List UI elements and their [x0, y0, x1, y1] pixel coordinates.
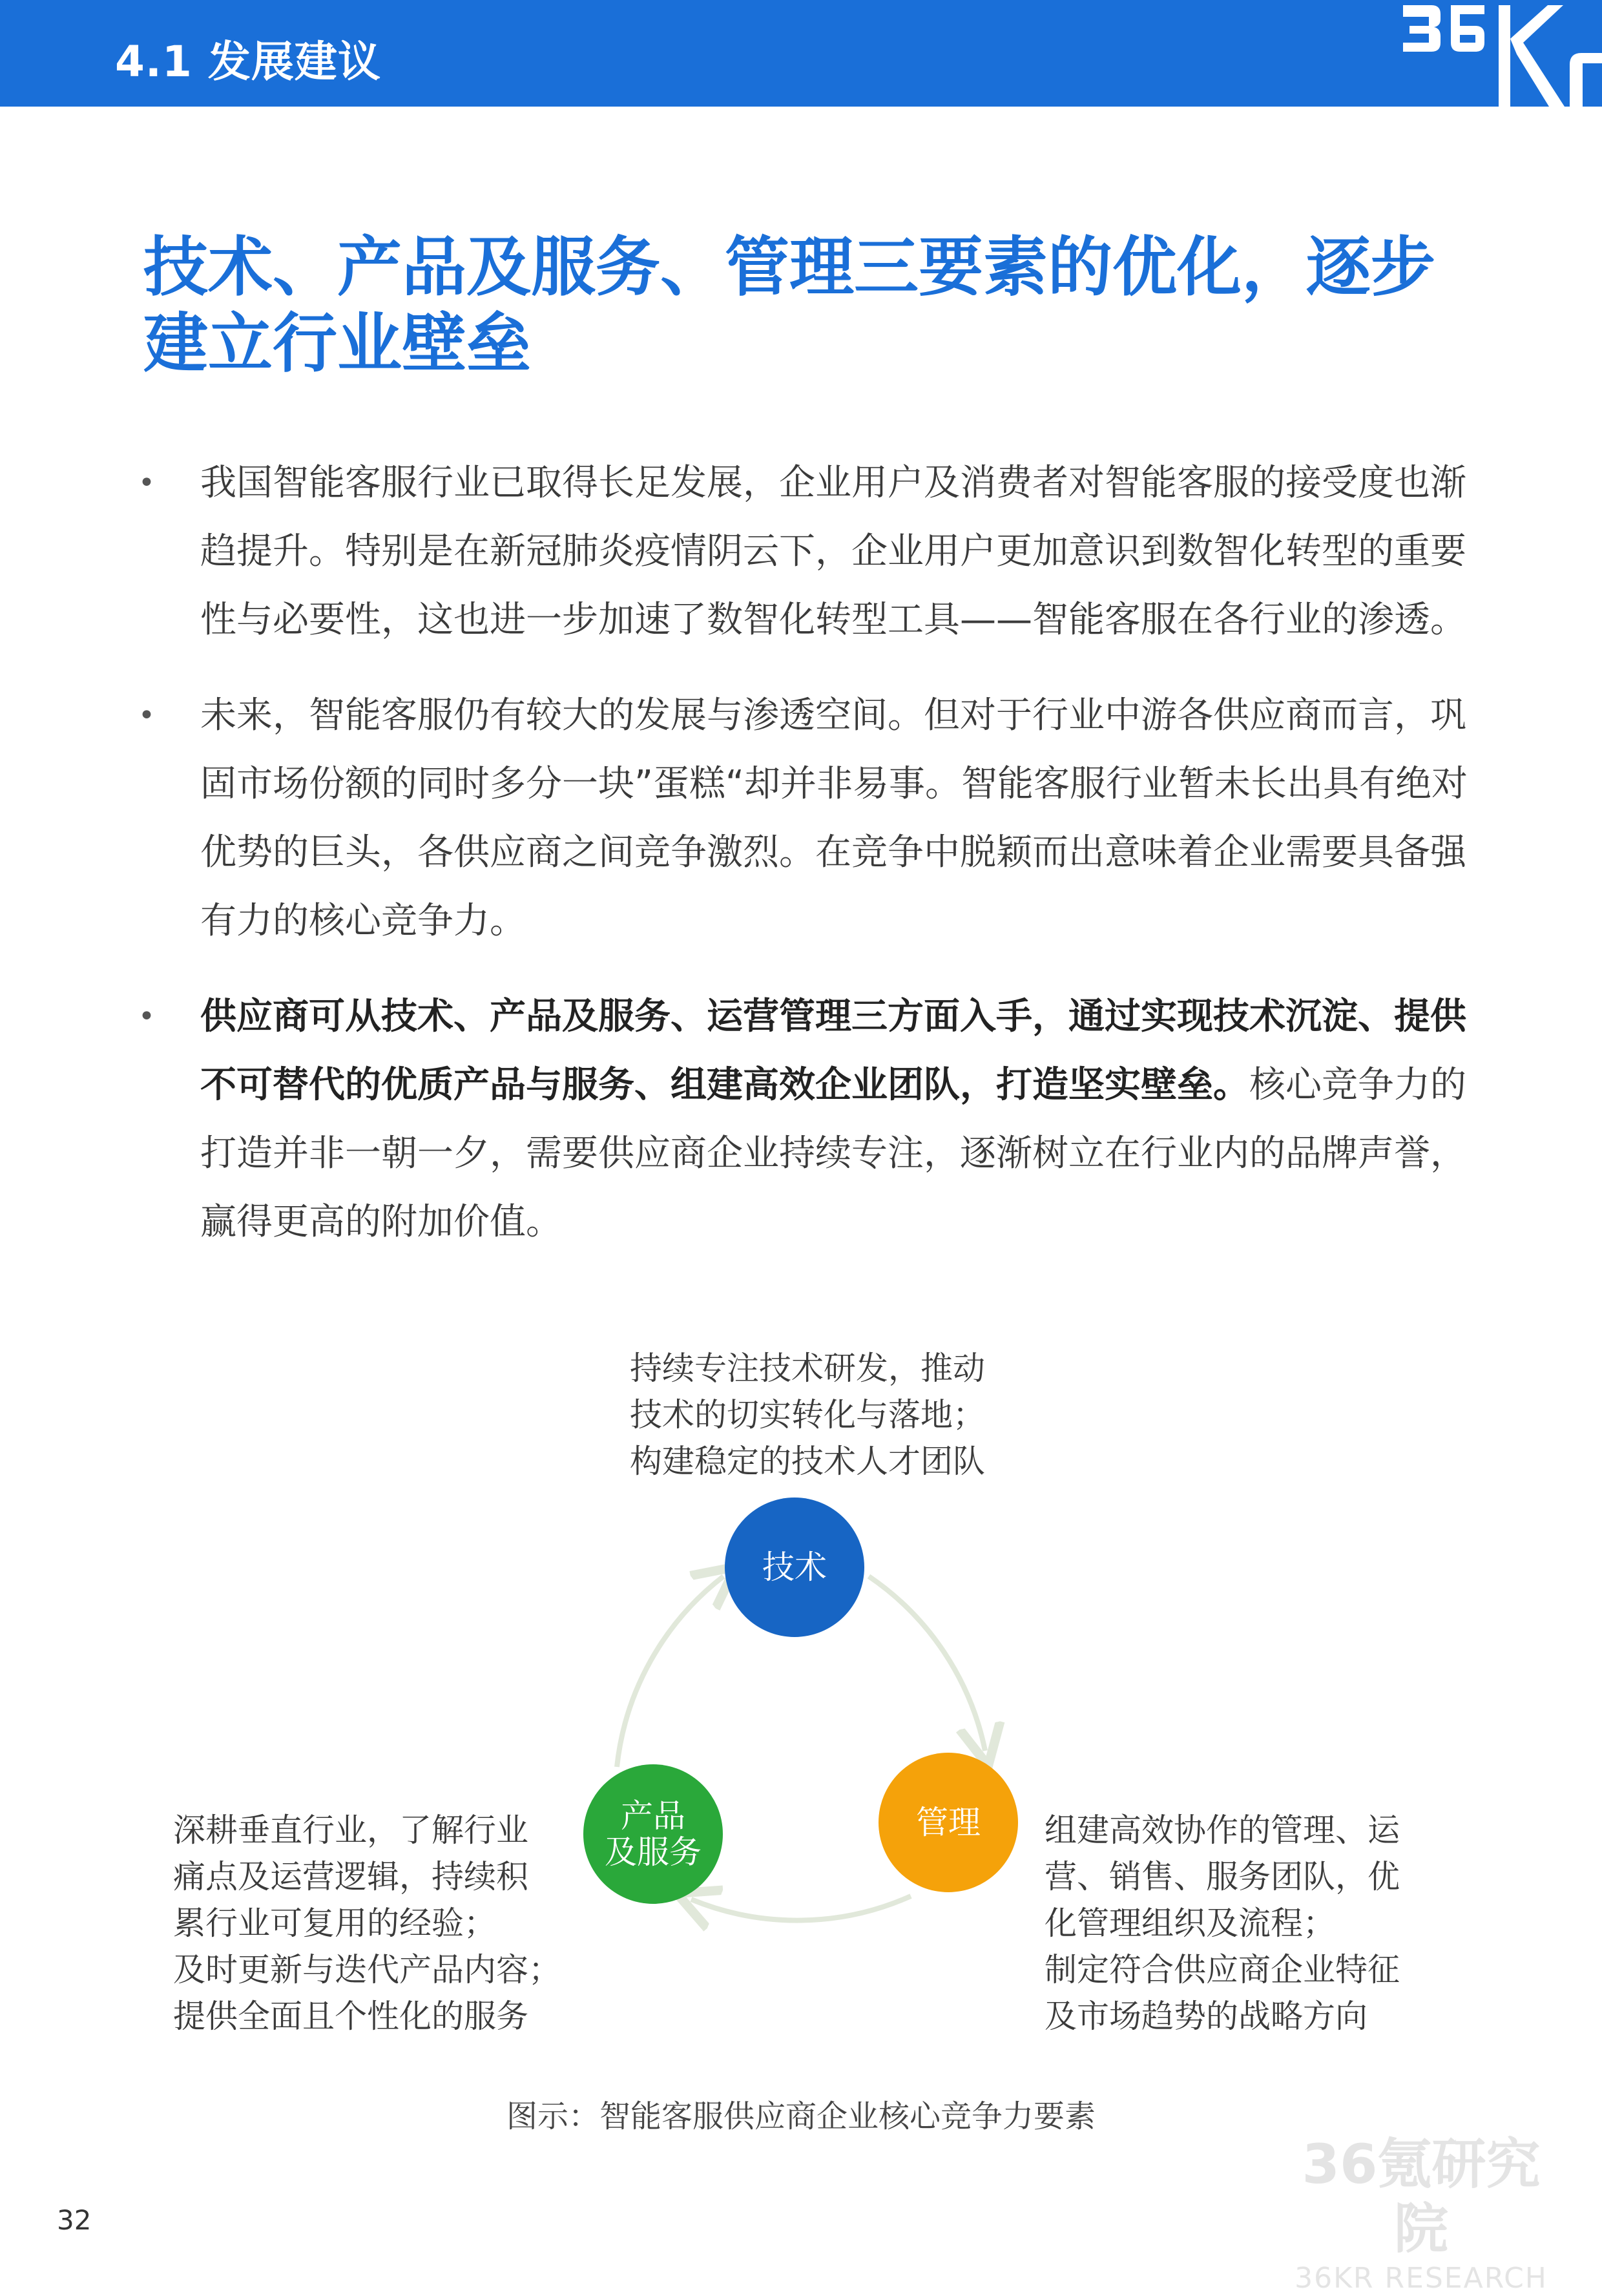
product-desc-line: 痛点及运营逻辑，持续积: [173, 1858, 528, 1895]
header-bar: [0, 0, 1602, 107]
mgmt-desc-line: 营、销售、服务团队，优: [1045, 1858, 1400, 1895]
node-tech-label: 技术: [762, 1549, 827, 1586]
bullet-dot-icon: •: [138, 1000, 155, 1033]
node-mgmt-label: 管理: [916, 1804, 981, 1841]
node-management: [879, 1753, 1018, 1892]
product-desc-line: 提供全面且个性化的服务: [173, 1998, 528, 2035]
figure-caption: 图示：智能客服供应商企业核心竞争力要素: [506, 2098, 1096, 2134]
node-product-label-line2: 及服务: [605, 1833, 702, 1871]
tech-desc-line: 技术的切实转化与落地；: [630, 1396, 985, 1434]
cycle-arrow-product-to-tech: [617, 1576, 723, 1767]
node-product-label-line1: 产品: [621, 1797, 685, 1835]
cycle-arrow-tech-to-mgmt: [869, 1576, 985, 1751]
node-tech: [725, 1498, 864, 1637]
mgmt-desc-line: 化管理组织及流程；: [1045, 1905, 1335, 1942]
mgmt-description: [1045, 1807, 1400, 2040]
product-desc-line: 及时更新与迭代产品内容；: [173, 1951, 561, 1988]
section-title: 4.1 发展建议: [115, 37, 381, 87]
bullet-item: [136, 682, 1499, 955]
tech-description: [630, 1345, 985, 1485]
bullet-bold-text: 供应商可从技术、产品及服务、运营管理三方面入手，通过实现技术沉淀、提供不可替代的优质产品与服务、组建高效企业团队，打造坚实壁垒。: [200, 996, 1466, 1106]
watermark-cn: 36氪研究院: [1302, 2133, 1541, 2260]
bullet-text: 核心竞争力的打造并非一朝一夕，需要供应商企业持续专注，逐渐树立在行业内的品牌声誉，赢得更高的附加价值。: [200, 1064, 1466, 1243]
tech-desc-line: 持续专注技术研发，推动: [630, 1350, 985, 1387]
mgmt-desc-line: 制定符合供应商企业特征: [1045, 1951, 1400, 1988]
product-desc-line: 累行业可复用的经验；: [173, 1905, 496, 1942]
bullet-item: [136, 983, 1499, 1257]
page-title: 技术、产品及服务、管理三要素的优化，逐步建立行业壁垒: [143, 229, 1435, 381]
product-description: [173, 1807, 561, 2040]
mgmt-desc-line: 组建高效协作的管理、运: [1045, 1811, 1400, 1849]
node-product-label: [605, 1798, 702, 1870]
tech-desc-line: 构建稳定的技术人才团队: [630, 1443, 985, 1480]
bullet-item: [136, 449, 1499, 654]
bullet-text: 未来，智能客服仍有较大的发展与渗透空间。但对于行业中游各供应商而言，巩固市场份额的同时多分一块”蛋糕“却并非易事。智能客服行业暂未长出具有绝对优势的巨头，各供应商之间竞争激烈。在竞争中脱颖而出意味着企业需要具备强有力的核心竞争力。: [200, 694, 1468, 942]
36kr-research-watermark: [1276, 2132, 1566, 2296]
watermark-en: 36KR RESEARCH: [1295, 2262, 1548, 2295]
cycle-arrow-mgmt-to-product: [691, 1896, 911, 1921]
bullet-text: 我国智能客服行业已取得长足发展，企业用户及消费者对智能客服的接受度也渐趋提升。特别是在新冠肺炎疫情阴云下，企业用户更加意识到数智化转型的重要性与必要性，这也进一步加速了数智化转型工具——智能客服在各行业的渗透。: [200, 462, 1466, 641]
bullet-dot-icon: •: [138, 466, 155, 499]
36kr-logo-icon: [1395, 0, 1602, 107]
node-product-service: [583, 1764, 723, 1904]
page-number: 32: [57, 2204, 92, 2236]
mgmt-desc-line: 及市场趋势的战略方向: [1045, 1998, 1368, 2035]
product-desc-line: 深耕垂直行业，了解行业: [173, 1811, 528, 1849]
bullet-dot-icon: •: [138, 699, 155, 732]
bullet-list: [136, 449, 1499, 1284]
